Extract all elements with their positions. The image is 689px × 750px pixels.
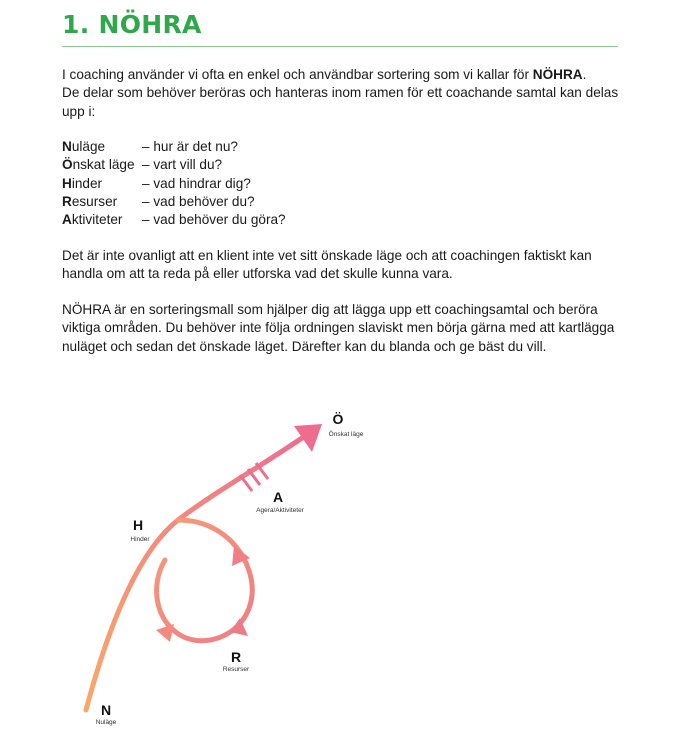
intro-text: I coaching använder vi ofta en enkel och användbar sortering som vi kallar för xyxy=(62,67,533,82)
term-description: – vad behöver du? xyxy=(142,193,255,209)
svg-text:Ö: Ö xyxy=(332,411,344,427)
paragraph-template-usage: NÖHRA är en sorteringsmall som hjälper dig att lägga upp ett coachingsamtal och beröra viktiga områden. Du behöver inte följa ordningen slaviskt men börja gärna med att kartlägga nuläget och sedan det önskade läget. Därefter kan du blanda och ge bäst du vill. xyxy=(62,302,615,354)
svg-text:Resurser: Resurser xyxy=(222,666,250,673)
label-h xyxy=(130,517,150,543)
term-name: Hinder xyxy=(62,175,103,191)
loop-arrowhead-left xyxy=(156,624,174,642)
label-o xyxy=(329,411,364,438)
svg-text:H: H xyxy=(132,517,144,533)
svg-text:Hinder: Hinder xyxy=(130,536,150,543)
term-name: Önskat läge xyxy=(62,157,135,173)
svg-text:Nuläge: Nuläge xyxy=(95,719,117,726)
intro-line-2: De delar som behöver beröras och hanteras inom ramen för ett coachande samtal kan delas upp i: xyxy=(62,85,619,119)
title-divider xyxy=(62,46,618,47)
paragraph-unknown-goal: Det är inte ovanligt att en klient inte vet sitt önskade läge och att coachingen faktiskt kan handla om att ta reda på eller utforska vad det skulle kunna vara. xyxy=(62,248,592,282)
term-row xyxy=(62,193,286,211)
term-row xyxy=(62,175,286,193)
intro-paragraph xyxy=(62,66,622,121)
term-description: – vad hindrar dig? xyxy=(142,175,251,191)
intro-period: . xyxy=(582,67,587,82)
label-a xyxy=(256,489,305,514)
nohra-diagram xyxy=(0,380,689,750)
term-name: Resurser xyxy=(62,193,118,209)
svg-text:R: R xyxy=(230,649,242,665)
term-name: Aktiviteter xyxy=(62,212,123,228)
term-name: Nuläge xyxy=(62,139,106,154)
label-n xyxy=(96,702,117,726)
svg-text:Önskat läge: Önskat läge xyxy=(328,431,364,438)
term-row xyxy=(62,156,286,174)
term-description: – vart vill du? xyxy=(142,157,223,173)
term-description: – vad behöver du göra? xyxy=(142,212,286,228)
resource-loop xyxy=(156,520,252,642)
term-description: – hur är det nu? xyxy=(142,139,238,154)
svg-text:A: A xyxy=(272,489,284,505)
term-list xyxy=(62,138,286,229)
term-row xyxy=(62,138,286,156)
journey-path xyxy=(86,436,305,710)
svg-text:N: N xyxy=(100,702,112,718)
term-row xyxy=(62,211,286,229)
svg-text:Agera/Aktiviteter: Agera/Aktiviteter xyxy=(256,507,304,514)
page-title: 1. NÖHRA xyxy=(62,10,202,39)
label-r xyxy=(223,649,250,673)
intro-bold-term: NÖHRA xyxy=(532,67,583,82)
